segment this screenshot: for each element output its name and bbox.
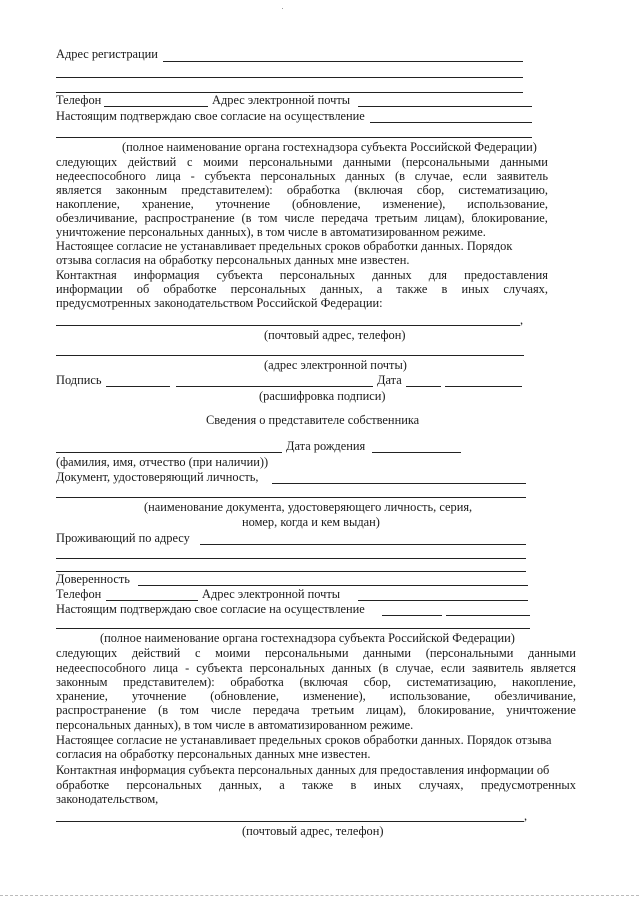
- rep-consent-line-2: [56, 661, 576, 676]
- consent-line-1-word: с: [186, 155, 193, 169]
- rep-consent-line-4-word: хранение,: [56, 689, 108, 703]
- date-field-day[interactable]: [406, 386, 441, 387]
- consent-line-2-word: лица: [155, 169, 181, 183]
- contact-line-1-word: субъекта: [216, 268, 263, 282]
- consent-line-2-word: если: [462, 169, 487, 183]
- rep-postal-field[interactable]: [56, 821, 524, 822]
- contact-line-1-word: Контактная: [56, 268, 117, 282]
- no-limit-line-1: Настоящее согласие не устанавливает предельных сроков обработки данных. Порядок: [56, 239, 513, 253]
- fio-caption: (фамилия, имя, отчество (при наличии)): [56, 455, 269, 469]
- consent-line-5-word: обезличивание,: [56, 211, 138, 225]
- id-doc-label: Документ, удостоверяющий личность,: [56, 470, 259, 484]
- consent-line-3-word: представителем):: [181, 183, 273, 197]
- rep-consent-line-1-word: моими: [215, 646, 251, 660]
- consent-line-4-word: использование,: [467, 197, 548, 211]
- page-edge: [0, 895, 639, 896]
- consent-line-5: [56, 211, 548, 226]
- phone-label: Телефон: [56, 93, 102, 107]
- consent-line-5-word: распространение: [144, 211, 235, 225]
- birth-date-field[interactable]: [372, 452, 461, 453]
- scan-speck: [282, 8, 283, 9]
- consent-line-5-word: числе: [284, 211, 315, 225]
- email-caption: (адрес электронной почты): [264, 358, 407, 372]
- contact-line-2-word: в: [441, 282, 448, 296]
- proxy-field[interactable]: [138, 585, 528, 586]
- rep-consent-line-5-word: лицам),: [366, 703, 407, 717]
- decode-caption: (расшифровка подписи): [259, 389, 386, 403]
- rep-consent-line-3-word: представителем):: [123, 675, 215, 689]
- signature-decode-field[interactable]: [176, 386, 373, 387]
- rep-consent-line-5-word: блокирование,: [418, 703, 495, 717]
- rep-consent-line-1-word: персональными: [264, 646, 349, 660]
- rep-comma: ,: [524, 809, 528, 823]
- authority-field[interactable]: [370, 122, 532, 123]
- rep-consent-line-5-word: (в: [158, 703, 169, 717]
- consent-line-2-word: субъекта: [204, 169, 251, 183]
- rep-consent-line-2-word: субъекта: [196, 661, 243, 675]
- rep-contact-line-2-word: случаях,: [418, 778, 464, 792]
- rep-consent-line-2-word: недееспособного: [56, 661, 147, 675]
- consent-line-1-word: следующих: [56, 155, 118, 169]
- consent-line-4-word: изменение),: [382, 197, 446, 211]
- contact-line-2-word: а: [376, 282, 383, 296]
- consent-line-3-word: систематизацию,: [458, 183, 548, 197]
- contact-line-1-word: данных: [372, 268, 412, 282]
- consent-line-5-word: том: [258, 211, 278, 225]
- rep-contact-line-2: [56, 778, 576, 793]
- rep-consent-line-4-word: обезличивание,: [494, 689, 576, 703]
- rep-consent-line-5-word: числе: [210, 703, 241, 717]
- rep-consent-line-1-word: (персональными: [425, 646, 514, 660]
- consent-line-4-word: уточнение: [215, 197, 271, 211]
- date-label: Дата: [377, 373, 402, 387]
- rep-consent-line-5-word: передача: [252, 703, 300, 717]
- consent-line-3-word: обработка: [286, 183, 341, 197]
- rep-authority-field[interactable]: [382, 615, 442, 616]
- authority-caption: (полное наименование органа гостехнадзора субъекта Российской Федерации): [122, 140, 537, 154]
- consent-line-5-word: третьим: [374, 211, 418, 225]
- email-contact-field[interactable]: [56, 355, 524, 356]
- rep-phone-label: Телефон: [56, 587, 102, 601]
- rep-consent-line-3-word: (включая: [299, 675, 348, 689]
- rep-consent-line-2-word: если: [440, 661, 465, 675]
- contact-line-2-word: обработке: [163, 282, 217, 296]
- rep-consent-line-2-word: случае,: [395, 661, 434, 675]
- consent-line-3: [56, 183, 548, 198]
- consent-line-1-word: (персональными: [401, 155, 490, 169]
- rep-consent-line-2-word: (в: [378, 661, 389, 675]
- rep-consent-line-5-word: том: [179, 703, 200, 717]
- rep-consent-line-4-word: уточнение: [131, 689, 187, 703]
- rep-consent-line-3-word: обработка: [230, 675, 284, 689]
- consent-line-4-word: (обновление,: [291, 197, 361, 211]
- postal-caption: (почтовый адрес, телефон): [264, 328, 406, 342]
- contact-line-1: [56, 268, 548, 283]
- rep-consent-last-line: персональных данных), в том числе в автоматизированном режиме.: [56, 718, 414, 732]
- rep-contact-line-1: Контактная информация субъекта персональных данных для предоставления информации об: [56, 763, 550, 777]
- consent-line-3-word: сбор,: [416, 183, 445, 197]
- email-field[interactable]: [358, 106, 532, 107]
- date-field-rest[interactable]: [445, 386, 522, 387]
- residence-field-line2[interactable]: [56, 558, 526, 559]
- rep-email-label: Адрес электронной почты: [202, 587, 341, 601]
- contact-line-2-word: данных,: [320, 282, 363, 296]
- rep-consent-line-1-word: данными: [363, 646, 412, 660]
- consent-line-1: [56, 155, 548, 170]
- residence-field[interactable]: [200, 544, 526, 545]
- consent-line-3-word: является: [56, 183, 102, 197]
- consent-line-2: [56, 169, 548, 184]
- rep-postal-caption: (почтовый адрес, телефон): [242, 824, 384, 838]
- reg-address-field-line2[interactable]: [56, 77, 523, 78]
- id-caption-line-1: (наименование документа, удостоверяющего личность, серия,: [144, 500, 473, 514]
- signature-label: Подпись: [56, 373, 102, 387]
- no-limit-line-2: отзыва согласия на обработку персональных данных мне известен.: [56, 253, 410, 267]
- consent-line-1-word: данными: [343, 155, 392, 169]
- rep-consent-line-5-word: распространение: [56, 703, 147, 717]
- rep-consent-line-5: [56, 703, 576, 718]
- contact-line-3: предусмотренных законодательством Российской Федерации:: [56, 296, 383, 310]
- contact-line-2-word: также: [396, 282, 428, 296]
- rep-contact-line-2-word: а: [279, 778, 285, 792]
- id-caption-line-2: номер, когда и кем выдан): [242, 515, 380, 529]
- contact-line-2: [56, 282, 548, 297]
- id-doc-field-line2[interactable]: [56, 497, 526, 498]
- consent-lead: Настоящим подтверждаю свое согласие на осуществление: [56, 109, 365, 123]
- rep-consent-line-5-word: уничтожение: [506, 703, 576, 717]
- rep-consent-line-1-word: данными: [528, 646, 576, 660]
- representative-heading: Сведения о представителе собственника: [206, 413, 420, 427]
- consent-last-line: уничтожение персональных данных), в том числе в автоматизированном режиме.: [56, 225, 486, 239]
- email-label: Адрес электронной почты: [212, 93, 351, 107]
- rep-consent-line-2-word: персональных: [249, 661, 325, 675]
- rep-consent-line-3-word: систематизацию,: [406, 675, 497, 689]
- consent-line-2-word: заявитель: [496, 169, 548, 183]
- rep-consent-line-1-word: с: [194, 646, 201, 660]
- contact-line-2-word: персональных: [230, 282, 306, 296]
- contact-line-2-word: случаях,: [503, 282, 548, 296]
- rep-consent-line-3-word: законным: [56, 675, 108, 689]
- consent-line-4: [56, 197, 548, 212]
- consent-line-5-word: передача: [321, 211, 368, 225]
- consent-line-4-word: хранение,: [141, 197, 194, 211]
- rep-no-limit-line-1: Настоящее согласие не устанавливает предельных сроков обработки данных. Порядок отзыва: [56, 733, 552, 747]
- residence-label: Проживающий по адресу: [56, 531, 190, 545]
- rep-email-field[interactable]: [358, 600, 528, 601]
- signature-field[interactable]: [106, 386, 170, 387]
- consent-line-2-word: недееспособного: [56, 169, 147, 183]
- consent-line-4-word: накопление,: [56, 197, 120, 211]
- rep-contact-line-2-word: также: [302, 778, 334, 792]
- rep-consent-line-3-word: сбор,: [363, 675, 392, 689]
- rep-fio-field[interactable]: [56, 452, 282, 453]
- rep-contact-line-2-word: иных: [373, 778, 402, 792]
- rep-no-limit-line-2: согласия на обработку персональных данных мне известен.: [56, 747, 371, 761]
- contact-line-1-word: персональных: [279, 268, 356, 282]
- consent-line-2-word: случае,: [414, 169, 453, 183]
- rep-consent-lead: Настоящим подтверждаю свое согласие на осуществление: [56, 602, 365, 616]
- rep-consent-line-4-word: использование,: [389, 689, 471, 703]
- consent-line-1-word: моими: [203, 155, 239, 169]
- consent-line-2-word: -: [190, 169, 195, 183]
- consent-line-5-word: лицам),: [424, 211, 465, 225]
- rep-consent-line-1-word: следующих: [56, 646, 118, 660]
- contact-line-1-word: для: [428, 268, 447, 282]
- rep-consent-line-4-word: изменение),: [302, 689, 366, 703]
- rep-consent-line-4: [56, 689, 576, 704]
- reg-address-label: Адрес регистрации: [56, 47, 158, 61]
- rep-contact-line-2-word: предусмотренных: [480, 778, 576, 792]
- contact-line-1-word: информация: [133, 268, 200, 282]
- contact-line-2-word: иных: [461, 282, 490, 296]
- rep-contact-line-3: законодательством,: [56, 792, 159, 806]
- consent-line-5-word: (в: [241, 211, 252, 225]
- rep-consent-line-3: [56, 675, 576, 690]
- consent-line-1-word: данными: [500, 155, 548, 169]
- phone-field[interactable]: [104, 106, 208, 107]
- rep-consent-line-2-word: заявитель: [472, 661, 524, 675]
- authority-field-line2[interactable]: [56, 137, 532, 138]
- rep-consent-line-5-word: третьим: [311, 703, 355, 717]
- rep-authority-caption: (полное наименование органа гостехнадзора субъекта Российской Федерации): [100, 631, 515, 645]
- consent-line-3-word: законным: [115, 183, 168, 197]
- rep-consent-line-1: [56, 646, 576, 661]
- id-doc-field[interactable]: [272, 483, 526, 484]
- contact-line-2-word: об: [136, 282, 150, 296]
- consent-line-2-word: (в: [394, 169, 405, 183]
- contact-line-2-word: информации: [56, 282, 123, 296]
- rep-consent-line-1-word: действий: [131, 646, 181, 660]
- rep-consent-line-2-word: данных: [331, 661, 372, 675]
- rep-consent-line-2-word: является: [530, 661, 576, 675]
- rep-phone-field[interactable]: [106, 600, 198, 601]
- rep-consent-line-3-word: накопление,: [512, 675, 576, 689]
- rep-contact-line-2-word: данных,: [219, 778, 262, 792]
- consent-line-1-word: персональными: [248, 155, 333, 169]
- proxy-label: Доверенность: [56, 572, 130, 586]
- consent-line-2-word: данных: [345, 169, 386, 183]
- birth-label: Дата рождения: [286, 439, 366, 453]
- contact-line-1-word: предоставления: [464, 268, 548, 282]
- rep-consent-line-4-word: (обновление,: [210, 689, 279, 703]
- postal-field[interactable]: [56, 325, 520, 326]
- consent-line-1-word: действий: [127, 155, 177, 169]
- comma: ,: [520, 313, 524, 327]
- rep-consent-line-2-word: -: [185, 661, 190, 675]
- rep-contact-line-2-word: обработке: [56, 778, 110, 792]
- rep-contact-line-2-word: персональных: [126, 778, 202, 792]
- rep-contact-line-2-word: в: [350, 778, 357, 792]
- rep-authority-field-line2[interactable]: [56, 628, 530, 629]
- consent-line-5-word: блокирование,: [471, 211, 548, 225]
- consent-line-3-word: (включая: [354, 183, 403, 197]
- rep-authority-field-b[interactable]: [446, 615, 530, 616]
- rep-consent-line-2-word: лица: [153, 661, 179, 675]
- reg-address-field[interactable]: [163, 61, 523, 62]
- consent-line-2-word: персональных: [260, 169, 336, 183]
